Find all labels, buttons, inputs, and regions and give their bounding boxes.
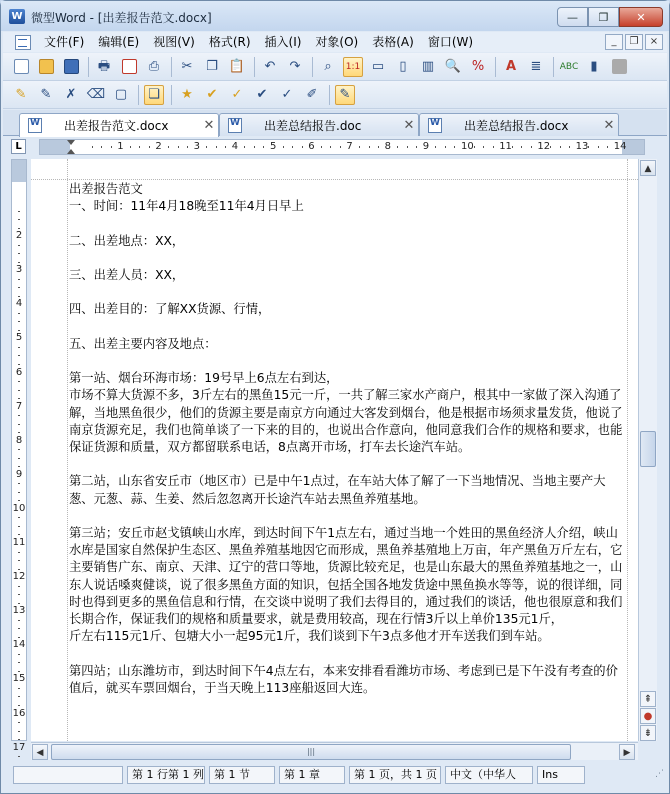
paragraph[interactable]: 出差报告范文 [69,182,143,196]
copy-icon[interactable]: ❐ [206,58,218,74]
ruler-tick [560,146,561,148]
ruler-tick [435,146,436,148]
ruler-tick [18,517,20,518]
ruler-tick [521,146,522,148]
ruler-tick [588,146,589,148]
status-insert-mode[interactable]: Ins [537,766,585,784]
ruler-tick [168,146,169,148]
ruler-tick [18,424,20,425]
ruler-tick [18,620,20,621]
paragraph[interactable]: 市场不算大货源不多，3斤左右的黑鱼15元一斤，一共了解三家水产商户，根其中一家做了深入沟通了解，当地黑鱼很少，他们的货源主要是南京方向通过大客发到烟台，他是根据市场须求量发货，他说了南京货源充足，我们也简单谈了一下来的目的，也说出合作意向，他同意我们合作的规格和要求，也能保证货源和质量，双方都留联系电话，8点离开市场，打车去长途汽车站。 [69,388,623,454]
empty-paragraph[interactable] [69,645,625,662]
ruler-tick [18,662,20,663]
toolbar-separator [171,85,172,105]
menu-object[interactable]: 对象(O) [315,35,359,49]
ruler-tick [302,146,303,148]
previous-page-icon[interactable]: ⇞ [640,691,656,707]
ruler-tick [474,146,475,148]
ruler-tick [254,146,255,148]
pdf-icon[interactable] [119,57,139,77]
ruler-tick [512,146,513,148]
ruler-left-margin [40,140,70,154]
ruler-tick [18,483,20,484]
ruler-tick [18,253,20,254]
statistics-icon[interactable]: ▮ [590,58,598,74]
ruler-tick [18,586,20,587]
paragraph[interactable]: 第一站、烟台环海市场：19号早上6点左右到达， [69,371,339,386]
browse-object-icon[interactable]: ● [640,708,656,724]
status-line-col: 第 1 行第 1 列 [127,766,205,784]
close-button[interactable]: ✕ [619,7,663,27]
vertical-scrollbar[interactable] [638,159,657,741]
word-doc-icon [428,118,442,133]
undo-icon[interactable]: ↶ [264,58,276,74]
ruler-tick [18,552,20,553]
review-toolbar [3,81,667,109]
ruler-number: 9 [15,468,23,480]
accept-all-icon[interactable]: ✔ [256,86,268,102]
document-icon[interactable] [15,35,31,50]
ruler-tick [18,671,20,672]
ruler-number: 14 [613,141,627,152]
ruler-number: 1 [117,141,124,152]
paragraph[interactable]: 一、时间：11年4月18晚至11年4月日早上 [69,199,304,214]
vertical-scroll-thumb[interactable] [640,431,656,467]
ruler-tick [18,321,20,322]
ruler-tick [18,364,20,365]
app-logo-icon: W [9,9,25,24]
ruler-tick [493,146,494,148]
edit-note-icon[interactable]: ✎ [40,86,52,102]
ruler-number: 6 [15,366,23,378]
ruler-tick [18,534,20,535]
empty-paragraph[interactable] [69,508,625,525]
ruler-number: 5 [270,141,277,152]
scroll-left-icon[interactable]: ◀ [32,744,48,760]
toolbar-separator [495,57,496,77]
save-icon[interactable] [61,57,81,77]
ruler-number: 14 [12,639,26,651]
ruler-tick [244,146,245,148]
ruler-tick [18,731,20,732]
spell-check-icon[interactable]: ABC [559,61,579,72]
empty-paragraph[interactable] [69,284,625,301]
tab-document-3[interactable] [419,113,619,136]
status-empty [13,766,123,784]
track-changes-icon[interactable]: ★ [181,86,193,102]
ruler-number: 10 [461,141,474,152]
word-doc-icon [28,118,42,133]
ruler-number: 8 [15,434,23,446]
page-width-icon[interactable]: ▭ [371,58,385,74]
ruler-tick [454,146,455,148]
ruler-tick [18,245,20,246]
margin-guide [627,159,628,741]
ruler-tick [598,146,599,148]
tab-label: 出差总结报告.docx [464,118,569,133]
empty-paragraph[interactable] [69,456,625,473]
reject-change-icon[interactable]: ✓ [231,86,243,102]
ruler-tick [18,603,20,604]
zoom-icon[interactable]: 🔍 [444,58,462,74]
ruler-tick [178,146,179,148]
margin-guide [31,179,638,180]
ruler-number: 12 [12,571,26,583]
ruler-tick [550,146,551,148]
ruler-tick [531,146,532,148]
ruler-tick [18,654,20,655]
menu-file[interactable]: 文件(F) [44,35,85,49]
ruler-tick [18,262,20,263]
ruler-number: 13 [575,141,589,152]
document-text[interactable] [69,181,625,697]
tab-label: 出差报告范文.docx [64,119,169,133]
doc-restore-button[interactable]: ❐ [625,34,643,50]
resize-grip-icon[interactable]: ⋰ [655,769,664,779]
ruler-number: 17 [12,741,26,753]
ruler-tick [445,146,446,148]
ruler-tick [18,756,20,757]
find-icon[interactable]: ⌕ [324,58,332,74]
ruler-tick [18,637,20,638]
vertical-ruler[interactable] [11,159,27,753]
redo-icon[interactable]: ↷ [289,58,301,74]
ruler-tick [101,146,102,148]
tab-close-icon[interactable]: ✕ [403,117,415,133]
ruler-tick [18,219,20,220]
empty-paragraph[interactable] [69,319,625,336]
ruler-tick [263,146,264,148]
ruler-number: 7 [346,141,353,152]
ruler-number: 3 [15,264,23,276]
toolbar-separator [553,57,554,77]
ruler-tick [18,705,20,706]
horizontal-scrollbar[interactable] [31,742,638,760]
ruler-number: 2 [155,141,162,152]
font-color-icon[interactable]: A [505,58,517,74]
ruler-tick [283,146,284,148]
horizontal-scroll-thumb[interactable]: ||| [51,744,571,760]
menu-bar [3,32,667,52]
toolbar-separator [171,57,172,77]
status-chapter: 第 1 章 [279,766,345,784]
ruler-tick [18,688,20,689]
tab-stop-selector[interactable]: L [11,139,26,154]
ruler-tick [407,146,408,148]
ruler-number: 8 [384,141,391,152]
status-section: 第 1 节 [209,766,275,784]
new-document-icon[interactable] [11,57,31,77]
paragraph[interactable]: 斤左右115元1斤、包塘大小一起95元1斤，我们谈到下午3点多他才开车送我们到车站。 [69,629,550,644]
print-icon[interactable]: 🖶 [97,58,111,74]
ruler-tick [216,146,217,148]
ruler-tick [18,458,20,459]
ruler-tick [18,287,20,288]
ruler-tick [569,146,570,148]
toolbar-separator [138,85,139,105]
revision-icon[interactable]: ❏ [144,85,164,105]
ruler-number: 12 [537,141,551,152]
menu-window[interactable]: 窗口(W) [427,35,474,49]
ruler-tick [18,722,20,723]
cut-icon[interactable]: ✂ [181,58,193,74]
paragraph[interactable]: 第二站，山东省安丘市（地区市）已是中午1点过，在车站大体了解了一下当地情况、当地主要产大葱、元葱、蒜、生姜、然后忽忽离开长途汽车站去黑鱼养殖基地。 [69,474,606,506]
ruler-tick [206,146,207,148]
ruler-tick [18,500,20,501]
open-folder-icon[interactable] [36,57,56,77]
ruler-tick [18,526,20,527]
document-tabs [3,110,667,136]
ruler-tick [18,492,20,493]
tab-close-icon[interactable]: ✕ [203,118,215,133]
toolbar-separator [312,57,313,77]
tab-close-icon[interactable]: ✕ [603,117,615,133]
ruler-tick [18,569,20,570]
highlight-icon[interactable]: ✎ [15,86,27,102]
ruler-tick [292,146,293,148]
ruler-number: 13 [12,605,26,617]
paragraph[interactable]: 第三站；安丘市赵戈镇峡山水库，到达时间下午1点左右，通过当地一个姓田的黑鱼经济人介绍，峡山水库是国家自然保护生态区、黑鱼养殖基地因它而形成，黑鱼养基殖地上万亩，年产黑鱼万斤左右，它主要销售广东、南京、天津、辽宁的营口等地，货源比较充足，也是山东最大的黑鱼养殖基地之一，山东人说话嗓爽健谈，说了很多黑鱼方面的知识，包括全国各地发货途中黑鱼换水等等，说的很详细，同时也得到更多的黑鱼信息和行情，在交谈中说明了我们去得目的，通过我们的谈话，他也很原意和我们长期合作，保证我们的规格和质量要求，就是费用较高，现在行情3斤以上单价135元1斤， [69,525,623,626]
ruler-number: 4 [15,298,23,310]
status-language: 中文（中华人 [445,766,533,784]
ruler-number: 11 [499,141,512,152]
standard-toolbar [3,53,667,81]
ruler-tick [130,146,131,148]
eraser-icon[interactable]: ⌫ [86,86,106,102]
window-title: 微型Word - [出差报告范文.docx] [31,11,212,25]
ruler-number: 16 [12,707,26,719]
margin-guide [67,159,68,741]
paragraph[interactable]: 二、出差地点：XX， [69,233,185,248]
ruler-tick [18,355,20,356]
percent-icon[interactable]: % [471,58,485,74]
ruler-tick [18,330,20,331]
ruler-tick [483,146,484,148]
doc-minimize-button[interactable]: _ [605,34,623,50]
ruler-number: 7 [15,400,23,412]
ruler-tick [92,146,93,148]
ruler-tick [18,560,20,561]
print-preview-icon[interactable]: ⎙ [148,58,160,74]
menu-insert[interactable]: 插入(I) [264,35,302,49]
ruler-tick [18,313,20,314]
ruler-tick [359,146,360,148]
ruler-tick [18,296,20,297]
empty-paragraph[interactable] [69,353,625,370]
square-icon[interactable] [609,57,629,77]
ruler-tick [369,146,370,148]
minimize-button[interactable]: — [557,7,588,27]
ruler-number: 3 [193,141,200,152]
menu-edit[interactable]: 编辑(E) [98,35,140,49]
document-area[interactable] [31,159,638,741]
ruler-tick [416,146,417,148]
ruler-tick [139,146,140,148]
ruler-tick [18,390,20,391]
paragraph[interactable]: 五、出差主要内容及地点： [69,336,217,351]
ruler-number: 2 [15,230,23,242]
ruler-tick [18,415,20,416]
empty-paragraph[interactable] [69,215,625,232]
menu-format[interactable]: 格式(R) [208,35,251,49]
tab-label: 出差总结报告.doc [264,118,362,133]
actual-size-icon[interactable]: 1:1 [343,57,363,77]
scroll-right-icon[interactable]: ▶ [619,744,635,760]
review-pane-icon[interactable]: ✐ [306,86,318,102]
document-window-controls [605,34,663,50]
ruler-number: 9 [422,141,430,152]
ruler-tick [397,146,398,148]
whole-page-icon[interactable]: ▯ [399,58,407,74]
ruler-tick [18,381,20,382]
ruler-number: 11 [12,537,26,548]
tab-document-2[interactable] [219,113,419,136]
ruler-tick [18,279,20,280]
ruler-tick [18,628,20,629]
ruler-number: 15 [12,673,26,685]
ruler-tick [330,146,331,148]
paragraph[interactable]: 四、出差目的：了解XX货源、行情， [69,302,271,317]
ruler-tick [18,696,20,697]
ruler-tick [321,146,322,148]
ruler-tick [18,211,20,212]
toolbar-separator [254,57,255,77]
paragraph[interactable]: 三、出差人员：XX， [69,267,185,282]
ruler-tick [149,146,150,148]
window-controls [557,7,663,27]
ruler-number: 4 [231,141,239,152]
note-icon[interactable]: ▢ [114,86,128,102]
ruler-tick [18,347,20,348]
reject-all-icon[interactable]: ✓ [281,86,293,102]
ruler-tick [18,466,20,467]
ruler-number: 5 [15,332,23,344]
ruler-number: 10 [12,502,26,514]
show-markup-icon[interactable]: ✎ [335,85,355,105]
paragraph[interactable]: 第四站；山东潍坊市，到达时间下午4点左右，本来安排看看潍坊市场、考虑到已是下午没有考查的价值后，就买车票回烟台，于当天晚上113座船返回大连。 [69,663,618,695]
ruler-tick [18,449,20,450]
two-pages-icon[interactable]: ▥ [421,58,435,74]
ruler-tick [187,146,188,148]
scroll-up-icon[interactable]: ▲ [640,160,656,176]
title-bar [1,1,669,31]
paragraph-icon[interactable]: ≣ [530,58,542,74]
toolbar-separator [88,57,89,77]
next-page-icon[interactable]: ⇟ [640,725,656,741]
word-doc-icon [228,118,242,133]
ruler-tick [18,398,20,399]
ruler-tick [225,146,226,148]
tab-document-1[interactable] [19,113,219,137]
ruler-row [3,137,667,157]
doc-close-button[interactable]: × [645,34,663,50]
ruler-tick [378,146,379,148]
status-bar [3,764,667,786]
ruler-tick [18,739,20,740]
status-page: 第 1 页，共 1 页 [349,766,441,784]
maximize-button[interactable]: ❐ [588,7,619,27]
toolbar-separator [329,85,330,105]
ruler-tick [18,594,20,595]
menu-table[interactable]: 表格(A) [372,35,414,49]
ruler-tick [111,146,112,148]
ruler-number: 6 [308,141,315,152]
paste-icon[interactable]: 📋 [228,58,246,74]
delete-note-icon[interactable]: ✗ [65,86,77,102]
indent-marker[interactable] [67,140,75,154]
empty-paragraph[interactable] [69,250,625,267]
ruler-tick [607,146,608,148]
accept-change-icon[interactable]: ✔ [206,86,218,102]
ruler-tick [18,228,20,229]
ruler-tick [18,432,20,433]
ruler-top-margin [12,160,26,182]
horizontal-ruler[interactable] [39,139,645,155]
ruler-tick [340,146,341,148]
menu-view[interactable]: 视图(V) [153,35,195,49]
